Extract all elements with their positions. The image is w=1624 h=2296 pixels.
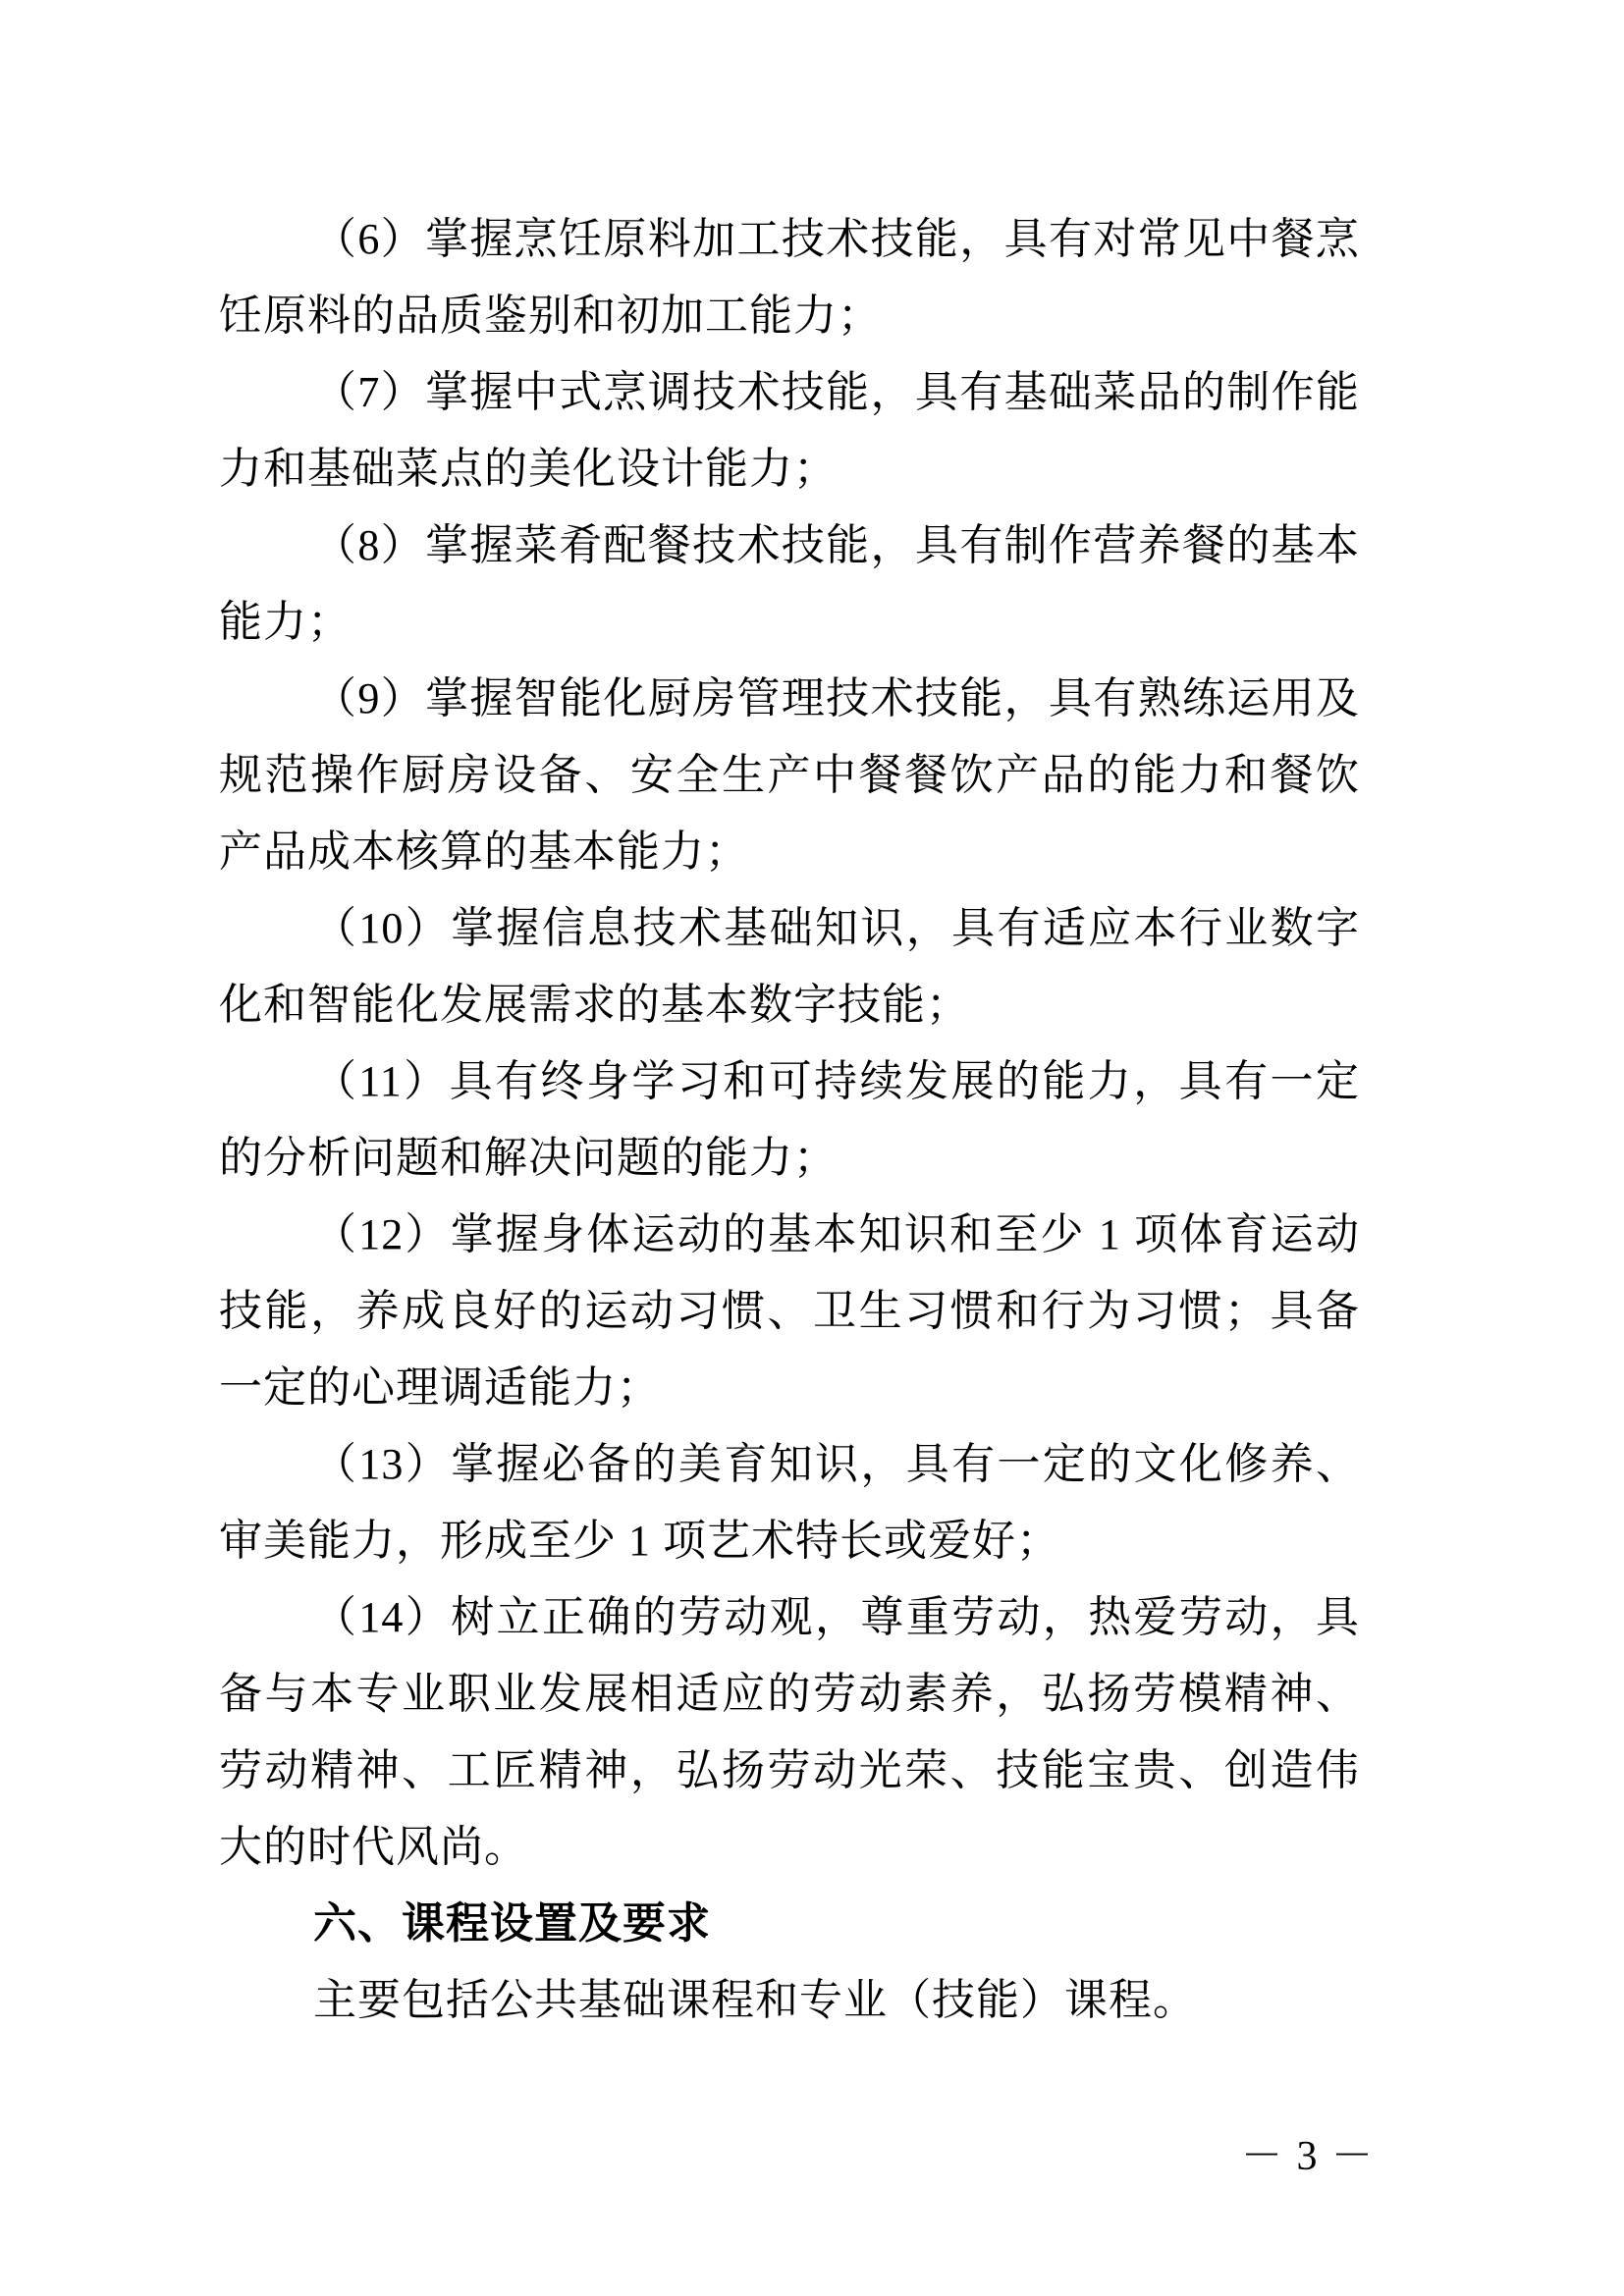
paragraph-item-6: （6）掌握烹饪原料加工技术技能，具有对常见中餐烹饪原料的品质鉴别和初加工能力； [219, 215, 1360, 340]
document-body [219, 201, 1360, 2039]
paragraph-item-9: （9）掌握智能化厨房管理技术技能，具有熟练运用及规范操作厨房设备、安全生产中餐餐饮产品的能力和餐饮产品成本核算的基本能力； [219, 674, 1360, 876]
paragraph-item-12: （12）掌握身体运动的基本知识和至少 1 项体育运动技能，养成良好的运动习惯、卫生习惯和行为习惯；具备一定的心理调适能力； [219, 1210, 1360, 1412]
paragraph-item-8: （8）掌握菜肴配餐技术技能，具有制作营养餐的基本能力； [219, 521, 1360, 646]
paragraph-item-7: （7）掌握中式烹调技术技能，具有基础菜品的制作能力和基础菜点的美化设计能力； [219, 368, 1360, 493]
paragraph-item-11: （11）具有终身学习和可持续发展的能力，具有一定的分析问题和解决问题的能力； [219, 1057, 1360, 1182]
page-number: － 3 － [1240, 2134, 1375, 2179]
section-intro-text: 主要包括公共基础课程和专业（技能）课程。 [313, 1976, 1197, 2024]
paragraph-item-10: （10）掌握信息技术基础知识，具有适应本行业数字化和智能化发展需求的基本数字技能； [219, 904, 1360, 1029]
paragraph-item-13: （13）掌握必备的美育知识，具有一定的文化修养、审美能力，形成至少 1 项艺术特长或爱好； [219, 1440, 1360, 1565]
paragraph-item-14: （14）树立正确的劳动观，尊重劳动，热爱劳动，具备与本专业职业发展相适应的劳动素养，弘扬劳模精神、劳动精神、工匠精神，弘扬劳动光荣、技能宝贵、创造伟大的时代风尚。 [219, 1593, 1360, 1871]
section-heading-curriculum: 六、课程设置及要求 [313, 1899, 711, 1948]
